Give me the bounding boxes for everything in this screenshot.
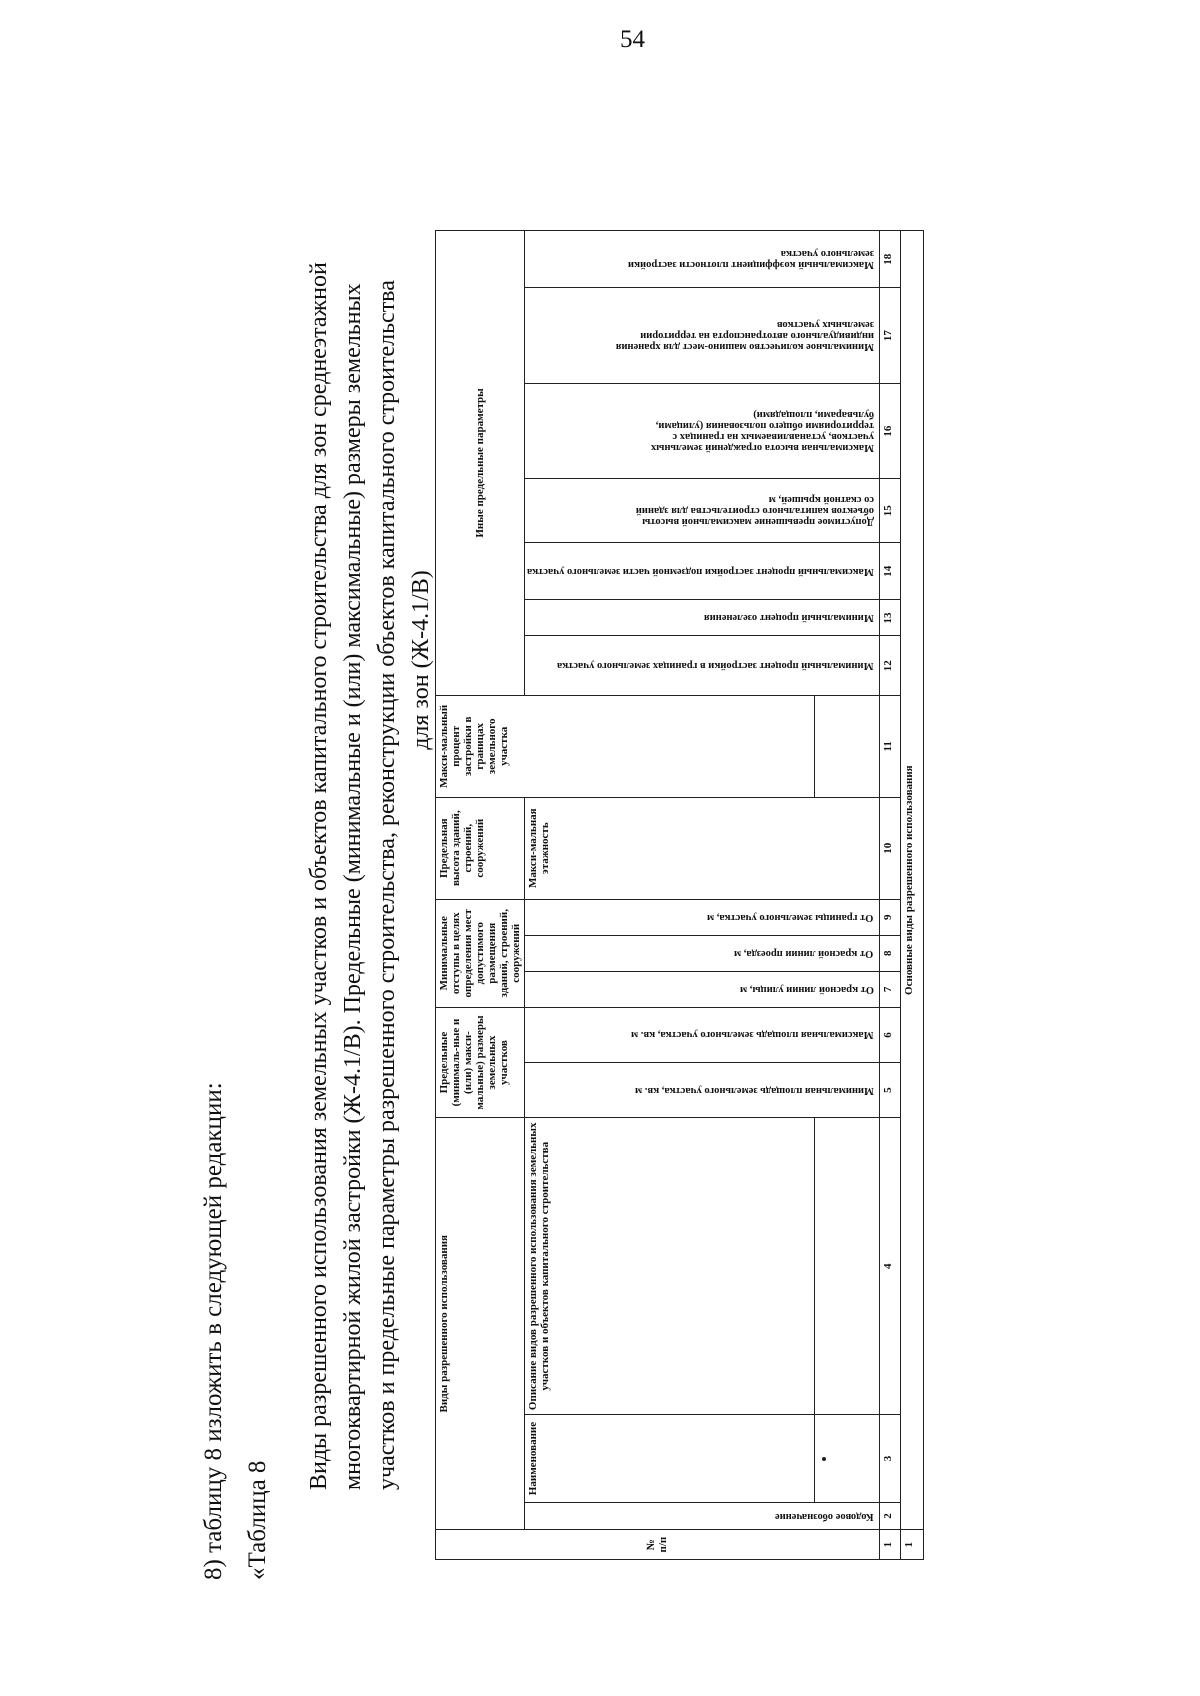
caption-line-3: участков и предельные параметры разрешенного строительства, реконструкции объектов капитального строительства [374,280,400,1490]
colnum-5: 5 [879,1063,900,1118]
colnum-16: 16 [879,383,900,479]
colnum-7: 7 [879,971,900,1007]
colnum-13: 13 [879,600,900,636]
header-c9: От границы земельного участка, м [525,899,880,935]
colnum-4: 4 [879,1118,900,1415]
table-caption [302,130,438,1490]
header-row-2 [525,231,815,1560]
header-c5: Минимальная площадь земельного участка, кв. м [525,1063,880,1118]
header-vid: Виды разрешенного использования [436,1118,525,1530]
header-build-pct: Макси-мальный процент застройки в границах земельного участка [436,695,815,797]
column-number-row [879,231,900,1560]
colnum-2: 2 [879,1502,900,1530]
header-c18: Максимальный коэффициент плотности застройки земельного участка [525,231,880,288]
table-label: «Таблица 8 [244,1460,271,1580]
section-row-num: 1 [900,1530,923,1560]
colnum-12: 12 [879,636,900,695]
rotated-sheet [200,170,1100,1620]
page-number: 54 [620,26,645,53]
colnum-8: 8 [879,935,900,971]
colnum-18: 18 [879,231,900,288]
header-c16: Максимальная высота ограждений земельных участков, устанавливаемых на границах с территориями общего пользования (улицами, бульварами, площадями) [525,383,880,479]
colnum-11: 11 [879,695,900,797]
section-title: Основные виды разрешенного использования [900,231,923,1530]
header-desc: Описание видов разрешенного использования земельных участков и объектов капитального строительства [525,1118,815,1415]
colnum-9: 9 [879,899,900,935]
header-code: Кодовое обозначение [525,1502,880,1530]
intro-text: 8) таблицу 8 изложить в следующей редакции: [200,1082,227,1580]
header-num: № п/п [436,1530,880,1560]
header-sizes: Предельные (минималь-ные и (или) макси-мальные) размеры земельных участков [436,1007,525,1117]
name-empty-cell [814,1415,879,1502]
colnum-17: 17 [879,288,900,384]
dot-mark [822,1457,826,1461]
header-height: Предельная высота зданий, строений, сооружений [436,797,525,899]
header-floors: Макси-мальная этажность [525,797,880,899]
zoning-table [435,230,924,1560]
header-c14: Максимальный процент застройки подземной части земельного участка [525,543,880,600]
header-c7: От красной линии улицы, м [525,971,880,1007]
colnum-1: 1 [879,1530,900,1560]
header-name: Наименование [525,1415,815,1502]
build-pct-empty-cell [814,695,879,797]
header-c17: Минимальное количество машино-мест для хранения индивидуального автотранспорта на территории земельных участков [525,288,880,384]
header-c8: От красной линии проезда, м [525,935,880,971]
caption-line-2: многоквартирной жилой застройки (Ж-4.1/В). Предельные (минимальные и (или) максимальные) размеры земельных [340,283,366,1490]
colnum-14: 14 [879,543,900,600]
caption-line-4: для зон (Ж-4.1/В) [408,570,434,750]
header-c13: Минимальный процент озеленения [525,600,880,636]
colnum-10: 10 [879,797,900,899]
header-c6: Максимальная площадь земельного участка, кв. м [525,1007,880,1062]
desc-empty-cell [814,1118,879,1415]
section-row [900,231,923,1560]
colnum-15: 15 [879,479,900,543]
colnum-3: 3 [879,1415,900,1502]
header-c15: Допустимое превышение максимальной высоты объектов капитального строительства для зданий со скатной крышей, м [525,479,880,543]
caption-line-1: Виды разрешенного использования земельных участков и объектов капитального строительства для зон среднеэтажной [306,262,332,1490]
colnum-6: 6 [879,1007,900,1062]
header-other: Иные предельные параметры [436,231,525,696]
header-row-1 [436,231,525,1560]
header-c12: Минимальный процент застройки в границах земельного участка [525,636,880,695]
header-setbacks: Минимальные отступы в целях определения мест допустимого размещения зданий, строений, сооружений [436,899,525,1007]
